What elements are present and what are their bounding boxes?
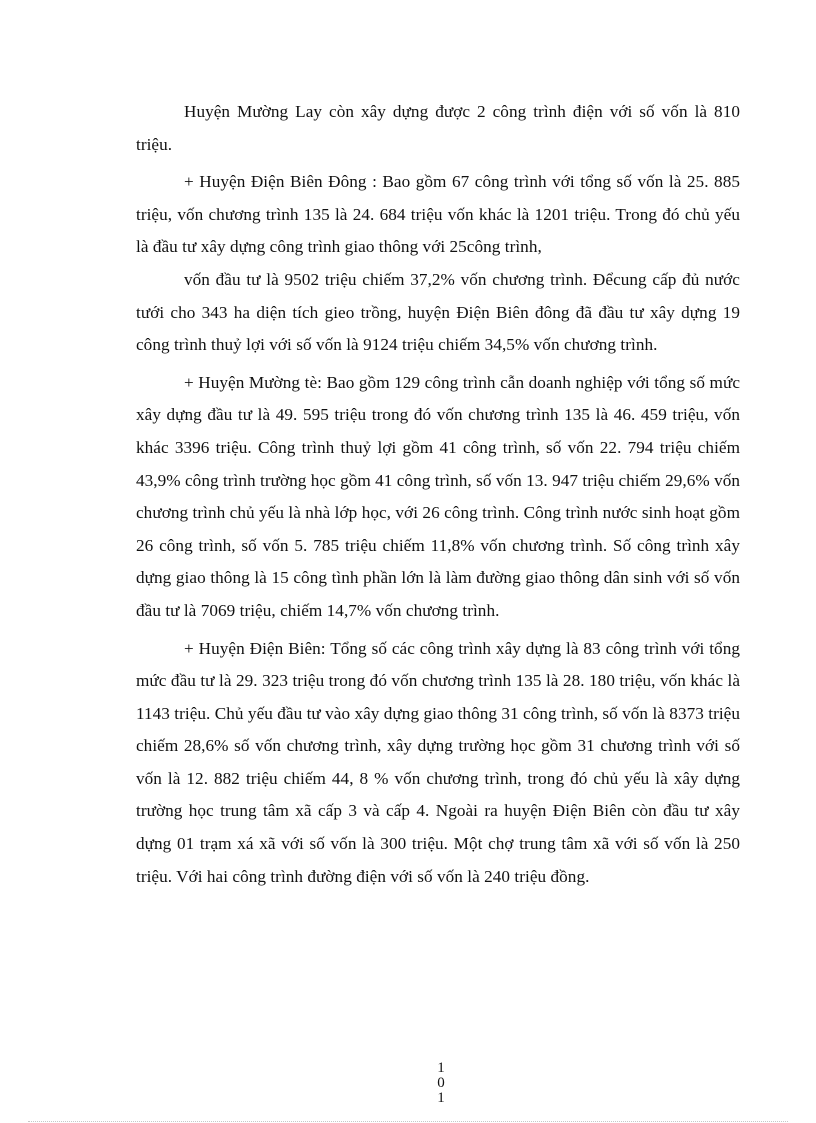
paragraph-muong-te: + Huyện Mường tè: Bao gồm 129 công trình cẫn doanh nghiệp với tổng số mức xây dựng đầu tư là 49. 595 triệu trong đó vốn chương trình 135 là 46. 459 triệu, vốn khác 3396 triệu. Công trình thuỷ lợi gồm 41 công trình, số vốn 22. 794 triệu chiếm 43,9% công trình trường học gồm 41 công trình, số vốn 13. 947 triệu chiếm 29,6% vốn chương trình chủ yếu là nhà lớp học, với 26 công trình. Công trình nước sinh hoạt gồm 26 công trình, số vốn 5. 785 triệu chiếm 11,8% vốn chương trình. Số công trình xây dựng giao thông là 15 công tình phần lớn là làm đường giao thông dân sinh với số vốn đầu tư là 7069 triệu, chiếm 14,7% vốn chương trình.: [136, 372, 740, 620]
paragraph-dien-bien-dong-continued: vốn đầu tư là 9502 triệu chiếm 37,2% vốn chương trình. Đểcung cấp đủ nước tưới cho 343 ha diện tích gieo trồng, huyện Điện Biên đông đã đầu tư xây dựng 19 công trình thuỷ lợi với số vốn là 9124 triệu chiếm 34,5% vốn chương trình.: [136, 269, 740, 355]
paragraph-muong-lay: Huyện Mường Lay còn xây dựng được 2 công trình điện với số vốn là 810 triệu.: [136, 102, 740, 154]
page-number-digit: 1: [437, 1060, 445, 1076]
document-body: [136, 96, 740, 898]
footer-divider: [28, 1121, 788, 1122]
page-number-digit: 0: [437, 1075, 445, 1091]
page-number: [431, 1061, 451, 1106]
paragraph-dien-bien: + Huyện Điện Biên: Tổng số các công trình xây dựng là 83 công trình với tổng mức đầu tư là 29. 323 triệu trong đó vốn chương trình 135 là 28. 180 triệu, vốn khác là 1143 triệu. Chủ yếu đầu tư vào xây dựng giao thông 31 công trình, số vốn là 8373 triệu chiếm 28,6% số vốn chương trình, xây dựng trường học gồm 31 chương trình với số vốn là 12. 882 triệu chiếm 44, 8 % vốn chương trình, trong đó chủ yếu là xây dựng trường học trung tâm xã cấp 3 và cấp 4. Ngoài ra huyện Điện Biên còn đầu tư xây dựng 01 trạm xá xã với số vốn là 300 triệu. Một chợ trung tâm xã với số vốn là 250 triệu. Với hai công trình đường điện với số vốn là 240 triệu đồng.: [136, 638, 740, 886]
paragraph-dien-bien-dong: + Huyện Điện Biên Đông : Bao gồm 67 công trình với tổng số vốn là 25. 885 triệu, vốn chương trình 135 là 24. 684 triệu vốn khác là 1201 triệu. Trong đó chủ yếu là đầu tư xây dựng công trình giao thông với 25công trình,: [136, 172, 740, 257]
page-number-digit: 1: [437, 1090, 445, 1106]
